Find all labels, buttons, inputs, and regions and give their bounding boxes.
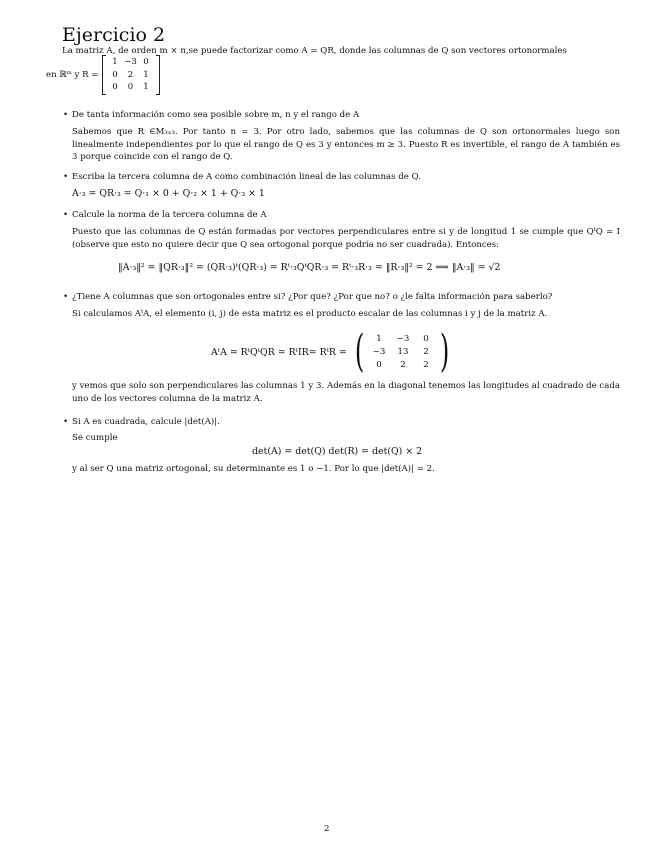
matrix-cell: 13 xyxy=(397,346,409,357)
answer-4b: y vemos que solo son perpendiculares las columnas 1 y 3. Además en la diagonal tenemos las longitudes al cuadrado de cada uno de los vectores columna de la matriz A. xyxy=(72,381,620,404)
bullet: • xyxy=(63,172,69,182)
matrix-cell: 1 xyxy=(143,69,149,80)
equation-5: det(A) = det(Q) det(R) = det(Q) × 2 xyxy=(252,446,423,457)
question-4: ¿Tiene A columnas que son ortogonales entre si? ¿Por que? ¿Por que no? o ¿le falta información para saberlo? xyxy=(72,292,553,302)
matrix-cell: 0 xyxy=(112,82,118,93)
equation-4 xyxy=(211,326,453,377)
matrix-cell: 0 xyxy=(143,57,149,68)
equation-3: ‖A·₃‖² = ‖QR·₃‖² = (QR·₃)ᵗ(QR·₃) = Rᵗ·₃QᵗQR·₃ = Rᵗ·₃R·₃ = ‖R·₃‖² = 2 ⟹ ‖A·₃‖ = √2 xyxy=(118,262,501,273)
matrix-cell: 1 xyxy=(143,82,149,93)
question-3: Calcule la norma de la tercera columna de A xyxy=(72,210,267,220)
matrix-cell: 2 xyxy=(400,359,406,370)
bullet: • xyxy=(63,110,69,120)
bullet: • xyxy=(63,417,69,427)
matrix-cell: 2 xyxy=(423,359,429,370)
matrix-cell: 0 xyxy=(423,333,429,344)
paren-left: ( xyxy=(354,326,365,377)
matrix-cell: 2 xyxy=(423,346,429,357)
bracket-right xyxy=(156,55,160,95)
answer-5b: y al ser Q una matriz ortogonal, su determinante es 1 o −1. Por lo que |det(A)| = 2. xyxy=(72,464,435,474)
exercise-title: Ejercicio 2 xyxy=(62,24,166,46)
question-2: Escriba la tercera columna de A como combinación lineal de las columnas de Q. xyxy=(72,172,421,182)
matrix-R-grid xyxy=(106,56,156,93)
answer-5: Se cumple xyxy=(72,433,118,443)
matrix-cell: 0 xyxy=(112,69,118,80)
answer-4: Si calculamos AᵗA, el elemento (i, j) de esta matriz es el producto escalar de las columnas i y j de la matriz A. xyxy=(72,309,548,319)
answer-3: Puesto que las columnas de Q están formadas por vectores perpendiculares entre si y de longitud 1 se cumple que QᵗQ = I (observe que esto no quiere decir que Q sea ortogonal porque podría no ser cuadrada). Entonces: xyxy=(72,227,620,250)
bullet: • xyxy=(63,210,69,220)
question-5: Si A es cuadrada, calcule |det(A)|. xyxy=(72,417,220,427)
matrix-cell: −3 xyxy=(396,333,410,344)
matrix-cell: 1 xyxy=(112,57,118,68)
equation-4-lhs: AᵗA = RᵗQᵗQR = RᵗIR= RᵗR = xyxy=(211,346,347,358)
matrix-cell: 1 xyxy=(376,333,382,344)
intro-matrix-line xyxy=(46,55,160,95)
matrix-AtA xyxy=(368,333,436,372)
bullet: • xyxy=(63,292,69,302)
page-number: 2 xyxy=(324,824,330,834)
matrix-cell: 0 xyxy=(127,82,134,93)
equation-2: A·₃ = QR·₃ = Q·₁ × 0 + Q·₂ × 1 + Q·₃ × 1 xyxy=(72,188,265,199)
intro-matrix-label: en ℝᵐ y R = xyxy=(46,69,99,80)
paren-right: ) xyxy=(439,326,450,377)
matrix-cell: −3 xyxy=(372,346,386,357)
intro-text: La matriz A, de orden m × n,se puede factorizar como A = QR, donde las columnas de Q son vectores ortonormales xyxy=(62,46,567,56)
matrix-cell: −3 xyxy=(124,57,137,68)
matrix-R xyxy=(102,55,160,95)
matrix-cell: 2 xyxy=(127,69,134,80)
answer-1: Sabemos que R ∈M₃ₓ₃. Por tanto n = 3. Por otro lado, sabemos que las columnas de Q son ortonormales luego son linealmente independientes por lo que el rango de Q es 3 y entonces m ≥ 3. Puesto R es invertible, el rango de A también es 3 porque coincide con el rango de Q. xyxy=(72,127,620,163)
question-1: De tanta información como sea posible sobre m, n y el rango de A xyxy=(72,110,360,120)
matrix-cell: 0 xyxy=(376,359,382,370)
